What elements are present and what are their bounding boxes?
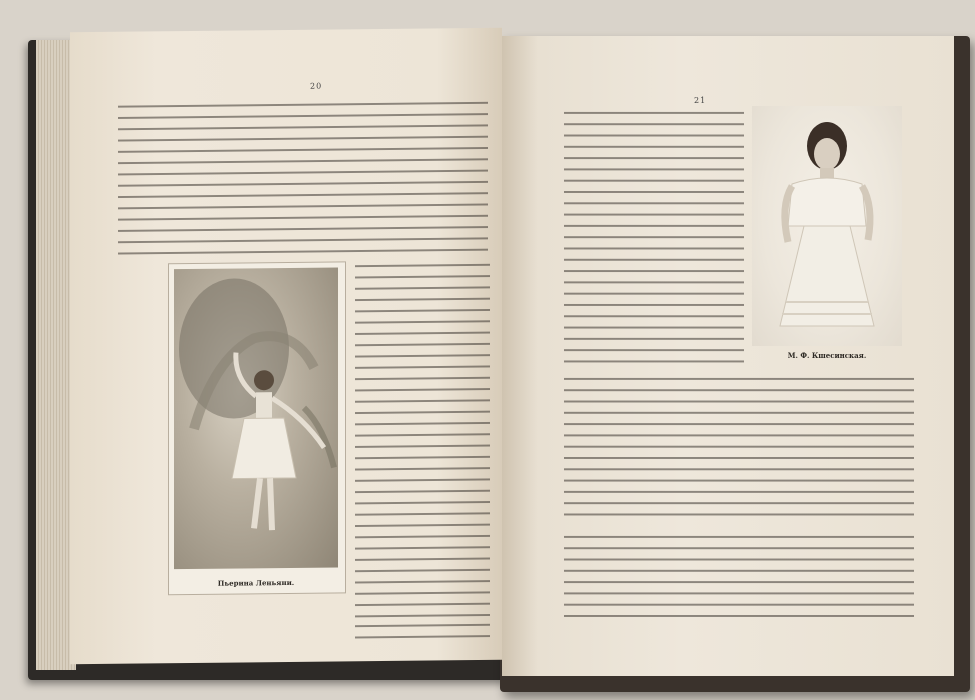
left-page-text-top	[118, 98, 488, 262]
left-page-text-bottom	[355, 620, 490, 641]
right-photo-caption: М. Ф. Кшесинская.	[787, 351, 867, 360]
left-page-text-column	[355, 260, 490, 621]
left-page-number: 20	[310, 81, 323, 91]
right-page-number: 21	[694, 96, 707, 105]
right-page-text-column	[564, 108, 744, 370]
left-page	[70, 28, 502, 665]
dancer-photo-right	[752, 106, 902, 346]
right-page-text-bottom	[564, 532, 914, 618]
dancer-illustration	[174, 267, 338, 569]
portrait-illustration	[752, 106, 902, 346]
right-page	[502, 36, 954, 676]
right-page-text-main	[564, 374, 914, 524]
dancer-photo-left	[174, 267, 338, 569]
left-photo-caption: Пьерина Леньяни.	[217, 577, 295, 588]
